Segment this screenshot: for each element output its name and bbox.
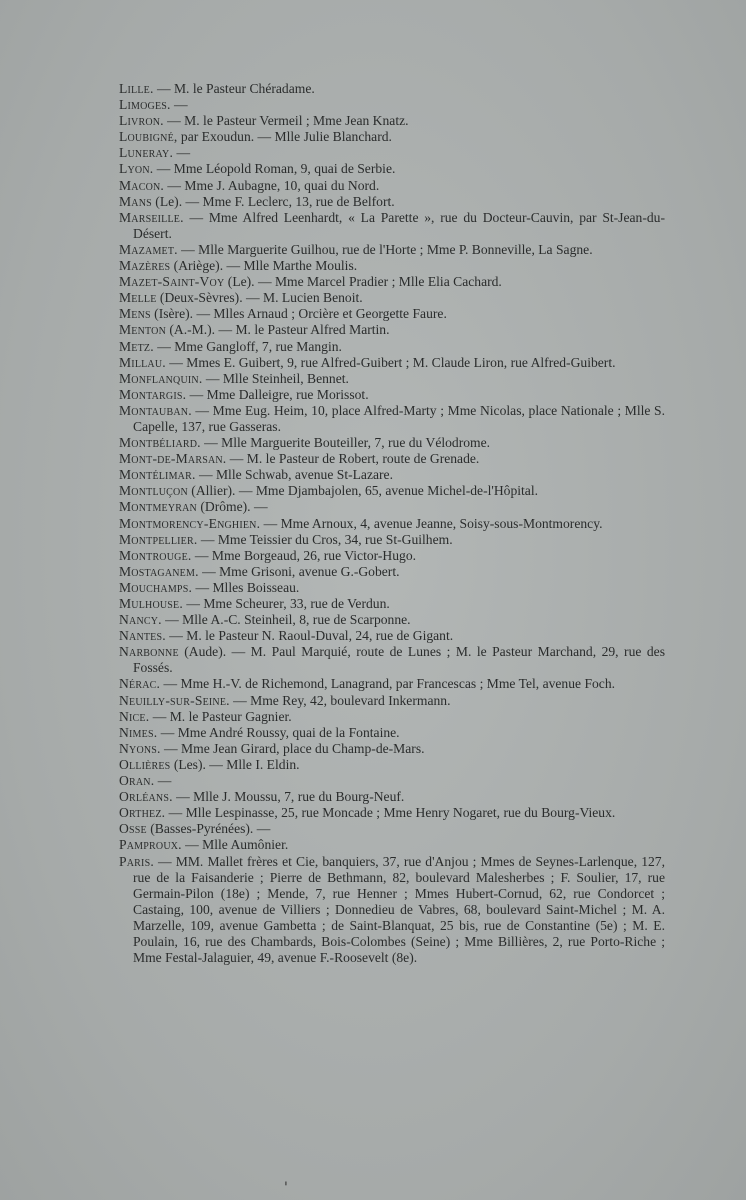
entry-place: Montbéliard. bbox=[119, 435, 201, 451]
directory-entry bbox=[119, 210, 665, 242]
entry-place: Nérac. bbox=[119, 676, 161, 692]
entry-text: — bbox=[170, 97, 188, 113]
entry-text: — Mlle J. Moussu, 7, rue du Bourg-Neuf. bbox=[172, 789, 405, 805]
entry-text: — Mme Gangloff, 7, rue Mangin. bbox=[153, 338, 342, 354]
directory-entry bbox=[119, 709, 665, 725]
entry-place: Montmorency-Enghien. bbox=[119, 515, 261, 531]
directory-entry bbox=[119, 773, 665, 789]
directory-entry bbox=[119, 161, 665, 177]
entry-place: Ollières bbox=[119, 756, 171, 772]
entry-place: Nimes. bbox=[119, 724, 158, 740]
entry-text: (Le). — Mme Marcel Pradier ; Mlle Elia Cachard. bbox=[224, 274, 502, 290]
directory-entry bbox=[119, 580, 665, 596]
directory-entry bbox=[119, 548, 665, 564]
entry-place: Loubigné, bbox=[119, 129, 178, 145]
entry-text: — Mlle Marguerite Bouteiller, 7, rue du Vélodrome. bbox=[200, 435, 491, 451]
entry-place: Metz. bbox=[119, 338, 154, 354]
entry-text: — Mlle A.-C. Steinheil, 8, rue de Scarponne. bbox=[161, 612, 411, 628]
directory-entry bbox=[119, 355, 665, 371]
entry-place: Mont-de-Marsan. bbox=[119, 451, 227, 467]
entry-text: — Mlle Aumônier. bbox=[181, 837, 289, 853]
entry-place: Nantes. bbox=[119, 628, 166, 644]
entry-place: Pamproux. bbox=[119, 837, 182, 853]
directory-entry bbox=[119, 81, 665, 97]
entry-place: Lyon. bbox=[119, 161, 154, 177]
entry-text: (Drôme). — bbox=[196, 499, 268, 515]
entry-text: — Mme Scheurer, 33, rue de Verdun. bbox=[182, 596, 390, 611]
entry-place: Monflanquin. bbox=[119, 370, 203, 386]
entry-place: Melle bbox=[119, 290, 157, 306]
entry-place: Nice. bbox=[119, 708, 150, 724]
directory-entry bbox=[119, 242, 665, 258]
entry-text: (Allier). — Mme Djambajolen, 65, avenue Michel-de-l'Hôpital. bbox=[187, 483, 539, 499]
directory-entry bbox=[119, 499, 665, 515]
directory-entry bbox=[119, 483, 665, 499]
entry-text: — Mme Arnoux, 4, avenue Jeanne, Soisy-sous-Montmorency. bbox=[260, 515, 603, 531]
directory-entry bbox=[119, 467, 665, 483]
entry-place: Marseille. bbox=[119, 209, 184, 225]
entry-place: Menton bbox=[119, 322, 166, 338]
directory-entry bbox=[119, 596, 665, 612]
entry-text: — Mme Grisoni, avenue G.-Gobert. bbox=[198, 563, 400, 579]
entry-text: (A.-M.). — M. le Pasteur Alfred Martin. bbox=[166, 322, 390, 338]
entry-place: Montluçon bbox=[119, 483, 188, 499]
directory-entry bbox=[119, 693, 665, 709]
entry-text: — MM. Mallet frères et Cie, banquiers, 37, rue d'Anjou ; Mmes de Seynes-Larlenque, 127, rue de la Faisanderie ; Pierre de Bethmann, 82, boulevard Malesherbes ; F. Soulier, 17, rue Germain-Pilon (18e) ; Mende, 7, rue Henner ; Mmes Hubert-Cornud, 62, rue Condorcet ; Castaing, 100, avenue de Villiers ; Donnedieu de Vabres, 68, boulevard Saint-Michel ; M. A. Marzelle, 109, avenue Gambetta ; de Saint-Blanquat, 25 bis, rue de Constantine (5e) ; M. E. Poulain, 16, rue des Chambards, Bois-Colombes (Seine) ; Mme Billières, 2, rue Porto-Riche ; Mme Festal-Jalaguier, 49, avenue F.-Roosevelt (8e). bbox=[133, 853, 665, 966]
entry-text: — Mme Borgeaud, 26, rue Victor-Hugo. bbox=[191, 547, 417, 563]
directory-entry bbox=[119, 628, 665, 644]
directory-entry bbox=[119, 532, 665, 548]
entry-place: Nancy. bbox=[119, 612, 162, 628]
entry-text: — M. le Pasteur Gagnier. bbox=[149, 708, 292, 724]
entry-place: Montpellier. bbox=[119, 531, 198, 547]
directory-entry bbox=[119, 725, 665, 741]
entry-text: (Deux-Sèvres). — M. Lucien Benoit. bbox=[156, 290, 363, 306]
entry-text: (Les). — Mlle I. Eldin. bbox=[170, 756, 300, 772]
directory-entry bbox=[119, 258, 665, 274]
directory-entry bbox=[119, 854, 665, 967]
entry-text: — Mme Teissier du Cros, 34, rue St-Guilhem. bbox=[197, 531, 453, 547]
directory-entry bbox=[119, 805, 665, 821]
entry-text: (Le). — Mme F. Leclerc, 13, rue de Belfort. bbox=[151, 193, 395, 209]
entry-text: (Basses-Pyrénées). — bbox=[146, 821, 271, 837]
entry-text: — M. le Pasteur N. Raoul-Duval, 24, rue de Gigant. bbox=[165, 628, 454, 644]
entry-text: — Mme J. Aubagne, 10, quai du Nord. bbox=[164, 177, 380, 193]
directory-entry bbox=[119, 97, 665, 113]
entry-place: Montargis. bbox=[119, 386, 187, 402]
entry-text: (Isère). — Mlles Arnaud ; Orcière et Georgette Faure. bbox=[150, 306, 447, 322]
entry-place: Mostaganem. bbox=[119, 563, 199, 579]
entry-place: Montélimar. bbox=[119, 467, 196, 483]
entry-place: Montrouge. bbox=[119, 547, 192, 563]
entry-place: Nyons. bbox=[119, 740, 161, 756]
entry-text: — Mlles Boisseau. bbox=[192, 579, 300, 595]
entry-text: — Mme Dalleigre, rue Morissot. bbox=[186, 386, 369, 402]
directory-entry bbox=[119, 339, 665, 355]
directory-entry bbox=[119, 371, 665, 387]
entry-text: — Mlle Lespinasse, 25, rue Moncade ; Mme Henry Nogaret, rue du Bourg-Vieux. bbox=[165, 805, 616, 821]
entry-text: (Ariège). — Mlle Marthe Moulis. bbox=[170, 258, 358, 274]
entry-place: Millau. bbox=[119, 354, 166, 370]
entry-text: — Mme Eug. Heim, 10, place Alfred-Marty ; Mme Nicolas, place Nationale ; Mlle S. Capelle, 137, rue Gasseras. bbox=[133, 402, 665, 434]
directory-entry bbox=[119, 516, 665, 532]
directory-entry bbox=[119, 676, 665, 692]
entry-place: Orléans. bbox=[119, 789, 173, 805]
entry-place: Luneray. bbox=[119, 145, 174, 161]
entry-place: Mazamet. bbox=[119, 241, 178, 257]
entry-place: Montmeyran bbox=[119, 499, 197, 515]
entry-place: Livron. bbox=[119, 113, 164, 129]
directory-entry bbox=[119, 435, 665, 451]
entry-place: Macon. bbox=[119, 177, 165, 193]
page-footer-mark: ' bbox=[284, 1180, 288, 1196]
entry-place: Mazet-Saint-Voy bbox=[119, 274, 225, 290]
entry-place: Mens bbox=[119, 306, 151, 322]
entry-text: — Mme H.-V. de Richemond, Lanagrand, par Francescas ; Mme Tel, avenue Foch. bbox=[160, 676, 616, 692]
directory-entry bbox=[119, 564, 665, 580]
entry-place: Limoges. bbox=[119, 97, 171, 113]
entry-place: Mulhouse. bbox=[119, 596, 183, 611]
entry-text: — bbox=[154, 773, 172, 789]
entry-place: Mans bbox=[119, 193, 152, 209]
entry-text: — bbox=[173, 145, 191, 161]
entry-text: — Mlle Steinheil, Bennet. bbox=[202, 370, 349, 386]
directory-list bbox=[119, 81, 665, 966]
directory-entry bbox=[119, 178, 665, 194]
directory-entry bbox=[119, 451, 665, 467]
entry-text: — Mme Léopold Roman, 9, quai de Serbie. bbox=[153, 161, 396, 177]
directory-entry bbox=[119, 145, 665, 161]
directory-entry bbox=[119, 837, 665, 853]
directory-entry bbox=[119, 821, 665, 837]
entry-text: — Mme Alfred Leenhardt, « La Parette », rue du Docteur-Cauvin, par St-Jean-du-Désert. bbox=[133, 209, 665, 241]
entry-text: (Aude). — M. Paul Marquié, route de Lunes ; M. le Pasteur Marchand, 29, rue des Fossés. bbox=[133, 644, 665, 676]
entry-place: Narbonne bbox=[119, 644, 179, 660]
directory-entry bbox=[119, 789, 665, 805]
entry-place: Orthez. bbox=[119, 805, 166, 821]
directory-entry bbox=[119, 403, 665, 435]
entry-text: — Mme Rey, 42, boulevard Inkermann. bbox=[229, 692, 451, 708]
directory-entry bbox=[119, 290, 665, 306]
entry-text: — M. le Pasteur Vermeil ; Mme Jean Knatz. bbox=[163, 113, 409, 129]
directory-entry bbox=[119, 113, 665, 129]
entry-text: — M. le Pasteur de Robert, route de Grenade. bbox=[226, 451, 480, 467]
entry-place: Paris. bbox=[119, 853, 154, 869]
entry-place: Lille. bbox=[119, 81, 154, 96]
directory-entry bbox=[119, 612, 665, 628]
entry-text: — Mlle Schwab, avenue St-Lazare. bbox=[195, 467, 393, 483]
directory-entry bbox=[119, 274, 665, 290]
entry-text: — Mlle Marguerite Guilhou, rue de l'Horte ; Mme P. Bonneville, La Sagne. bbox=[177, 241, 593, 257]
directory-entry bbox=[119, 129, 665, 145]
entry-place: Oran. bbox=[119, 773, 155, 789]
entry-text: — M. le Pasteur Chéradame. bbox=[153, 81, 315, 96]
entry-place: Mouchamps. bbox=[119, 579, 193, 595]
entry-text: — Mme André Roussy, quai de la Fontaine. bbox=[157, 724, 400, 740]
directory-entry bbox=[119, 194, 665, 210]
directory-entry bbox=[119, 306, 665, 322]
entry-place: Neuilly-sur-Seine. bbox=[119, 692, 230, 708]
entry-place: Montauban. bbox=[119, 402, 192, 418]
entry-place: Osse bbox=[119, 821, 147, 837]
entry-text: — Mme Jean Girard, place du Champ-de-Mars. bbox=[160, 740, 425, 756]
directory-entry bbox=[119, 741, 665, 757]
entry-text: — Mmes E. Guibert, 9, rue Alfred-Guibert ; M. Claude Liron, rue Alfred-Guibert. bbox=[165, 354, 616, 370]
directory-entry bbox=[119, 644, 665, 676]
entry-text: par Exoudun. — Mlle Julie Blanchard. bbox=[177, 129, 392, 145]
directory-entry bbox=[119, 322, 665, 338]
directory-entry bbox=[119, 387, 665, 403]
entry-place: Mazères bbox=[119, 258, 171, 274]
directory-entry bbox=[119, 757, 665, 773]
